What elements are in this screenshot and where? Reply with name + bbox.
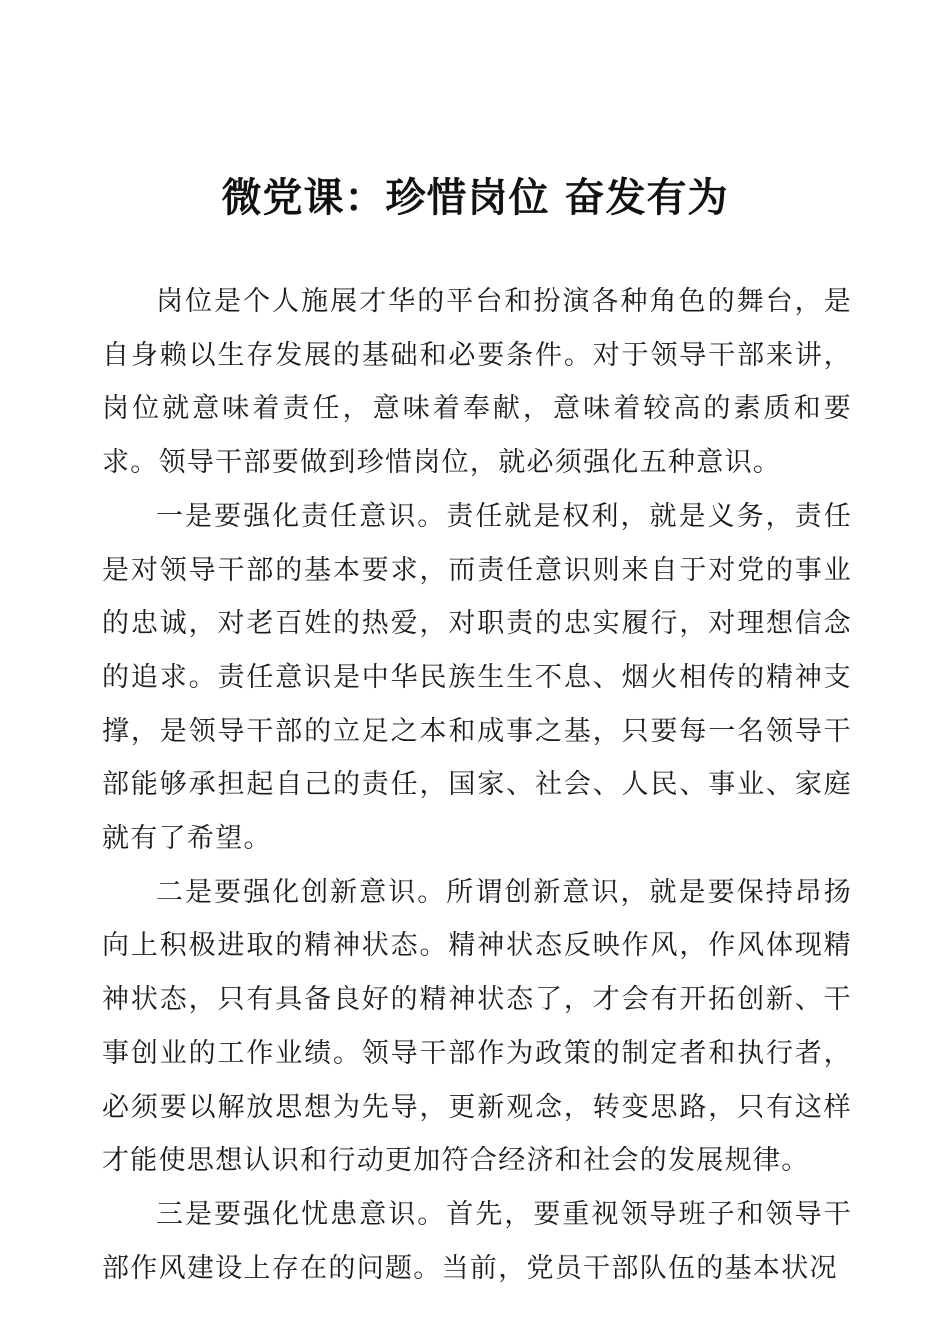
document-body (102, 275, 852, 1295)
document-title: 微党课：珍惜岗位 奋发有为 (221, 174, 729, 221)
paragraph-awareness: 三是要强化忧患意识。首先，要重视领导班子和领导干部作风建设上存在的问题。当前，党员干部队伍的基本状况 (102, 1198, 852, 1284)
paragraph-responsibility: 一是要强化责任意识。责任就是权利，就是义务，责任是对领导干部的基本要求，而责任意识则来自于对党的事业的忠诚，对老百姓的热爱，对职责的忠实履行，对理想信念的追求。责任意识是中华民族生生不息、烟火相传的精神支撑，是领导干部的立足之本和成事之基，只要每一名领导干部能够承担起自己的责任，国家、社会、人民、事业、家庭就有了希望。 (102, 500, 852, 855)
paragraph-innovation: 二是要强化创新意识。所谓创新意识，就是要保持昂扬向上积极进取的精神状态。精神状态反映作风，作风体现精神状态，只有具备良好的精神状态了，才会有开拓创新、干事创业的工作业绩。领导干部作为政策的制定者和执行者，必须要以解放思想为先导，更新观念，转变思路，只有这样才能使思想认识和行动更加符合经济和社会的发展规律。 (102, 876, 852, 1177)
paragraph-intro: 岗位是个人施展才华的平台和扮演各种角色的舞台，是自身赖以生存发展的基础和必要条件。对于领导干部来讲，岗位就意味着责任，意味着奉献，意味着较高的素质和要求。领导干部要做到珍惜岗位，就必须强化五种意识。 (102, 286, 852, 479)
